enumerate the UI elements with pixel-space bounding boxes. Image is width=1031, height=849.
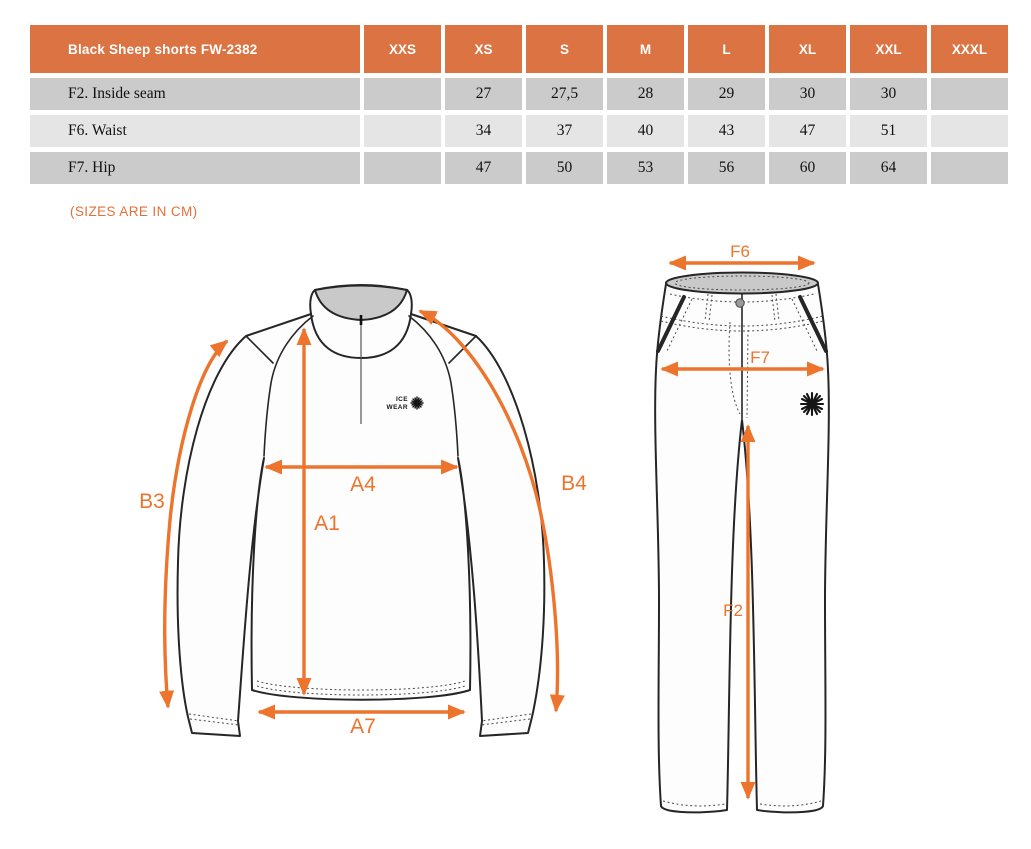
size-header-l: L bbox=[688, 25, 765, 73]
label-f6: F6 bbox=[730, 242, 750, 261]
size-header-xxs: XXS bbox=[364, 25, 441, 73]
size-header-xxl: XXL bbox=[850, 25, 927, 73]
size-cell: 28 bbox=[607, 78, 684, 110]
size-cell: 53 bbox=[607, 152, 684, 184]
size-cell: 64 bbox=[850, 152, 927, 184]
size-cell: 30 bbox=[850, 78, 927, 110]
pants-diagram bbox=[655, 242, 829, 812]
size-cell: 50 bbox=[526, 152, 603, 184]
label-f7: F7 bbox=[750, 348, 770, 367]
pants-snowflake-icon bbox=[801, 393, 823, 415]
size-header-xs: XS bbox=[445, 25, 522, 73]
size-cell: 56 bbox=[688, 152, 765, 184]
size-cell: 27,5 bbox=[526, 78, 603, 110]
size-cell: 37 bbox=[526, 115, 603, 147]
label-b4: B4 bbox=[561, 472, 587, 495]
logo-text-wear: WEAR bbox=[386, 404, 408, 411]
label-b3: B3 bbox=[139, 490, 165, 513]
size-cell: 47 bbox=[769, 115, 846, 147]
size-cell: 29 bbox=[688, 78, 765, 110]
size-cell: 51 bbox=[850, 115, 927, 147]
units-note: (SIZES ARE IN CM) bbox=[70, 204, 198, 219]
row-label: F7. Hip bbox=[30, 152, 360, 184]
size-cell: 47 bbox=[445, 152, 522, 184]
table-title: Black Sheep shorts FW-2382 bbox=[30, 25, 360, 73]
size-header-m: M bbox=[607, 25, 684, 73]
row-label: F6. Waist bbox=[30, 115, 360, 147]
size-cell: 30 bbox=[769, 78, 846, 110]
logo-text-ice: ICE bbox=[395, 396, 408, 403]
label-f2: F2 bbox=[723, 601, 743, 620]
label-a4: A4 bbox=[350, 473, 376, 496]
size-cell: 40 bbox=[607, 115, 684, 147]
size-cell: 27 bbox=[445, 78, 522, 110]
size-cell: 43 bbox=[688, 115, 765, 147]
shirt-snowflake-icon bbox=[411, 397, 423, 409]
shirt-diagram bbox=[139, 285, 587, 738]
label-a1: A1 bbox=[314, 512, 340, 535]
size-header-xxxl: XXXL bbox=[931, 25, 1008, 73]
size-cell: 60 bbox=[769, 152, 846, 184]
waist-button-icon bbox=[736, 299, 744, 307]
row-label: F2. Inside seam bbox=[30, 78, 360, 110]
size-header-s: S bbox=[526, 25, 603, 73]
size-header-xl: XL bbox=[769, 25, 846, 73]
label-a7: A7 bbox=[350, 715, 376, 738]
size-cell: 34 bbox=[445, 115, 522, 147]
